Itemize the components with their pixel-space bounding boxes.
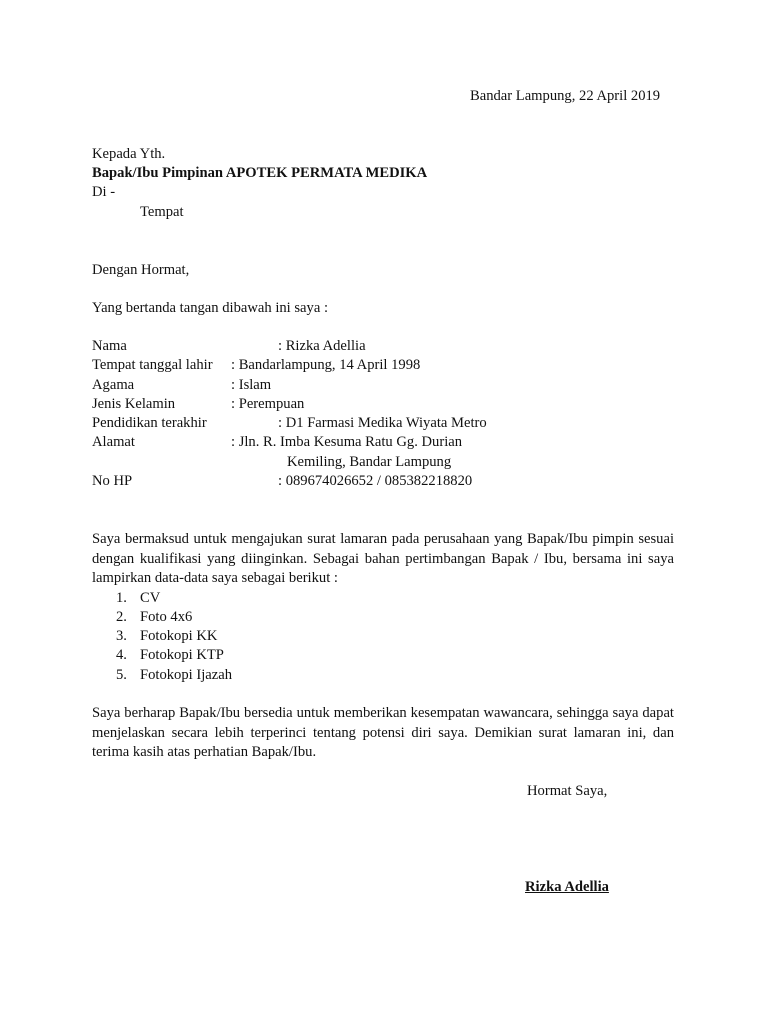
recipient-di: Di - bbox=[92, 184, 116, 200]
list-item-number: 1. bbox=[116, 590, 127, 606]
list-item: Fotokopi Ijazah bbox=[140, 667, 233, 683]
identity-religion-label: Agama bbox=[92, 377, 135, 393]
list-item: CV bbox=[140, 590, 161, 606]
recipient-greeting: Kepada Yth. bbox=[92, 146, 166, 162]
identity-gender-value: : Perempuan bbox=[231, 396, 305, 412]
signature-name: Rizka Adellia bbox=[525, 879, 609, 895]
list-item-number: 3. bbox=[116, 628, 127, 644]
recipient-place: Tempat bbox=[140, 204, 184, 220]
list-item: Fotokopi KTP bbox=[140, 647, 224, 663]
identity-name-label: Nama bbox=[92, 338, 127, 354]
identity-name-value: : Rizka Adellia bbox=[278, 338, 366, 354]
signoff: Hormat Saya, bbox=[527, 783, 608, 799]
list-item-number: 4. bbox=[116, 647, 127, 663]
identity-birth-value: : Bandarlampung, 14 April 1998 bbox=[231, 357, 421, 373]
identity-birth-label: Tempat tanggal lahir bbox=[92, 357, 213, 373]
salutation: Dengan Hormat, bbox=[92, 262, 190, 278]
list-item: Fotokopi KK bbox=[140, 628, 218, 644]
identity-address-label: Alamat bbox=[92, 434, 135, 450]
list-item-number: 2. bbox=[116, 609, 127, 625]
identity-phone-label: No HP bbox=[92, 473, 133, 489]
identity-religion-value: : Islam bbox=[231, 377, 272, 393]
identity-education-label: Pendidikan terakhir bbox=[92, 415, 207, 431]
identity-phone-value: : 089674026652 / 085382218820 bbox=[278, 473, 473, 489]
identity-gender-label: Jenis Kelamin bbox=[92, 396, 176, 412]
identity-address-value-continued: Kemiling, Bandar Lampung bbox=[287, 454, 452, 470]
date-line: Bandar Lampung, 22 April 2019 bbox=[470, 88, 661, 104]
recipient-name: Bapak/Ibu Pimpinan APOTEK PERMATA MEDIKA bbox=[92, 165, 428, 181]
list-item-number: 5. bbox=[116, 667, 127, 683]
list-item: Foto 4x6 bbox=[140, 609, 193, 625]
identity-address-value: : Jln. R. Imba Kesuma Ratu Gg. Durian bbox=[231, 434, 463, 450]
intro-text: Yang bertanda tangan dibawah ini saya : bbox=[92, 300, 329, 316]
closing-paragraph: Saya berharap Bapak/Ibu bersedia untuk memberikan kesempatan wawancara, sehingga saya dapat menjelaskan secara lebih terperinci tentang potensi diri saya. Demikian surat lamaran ini, dan terima kasih atas perhatian Bapak/Ibu. bbox=[92, 705, 674, 760]
body-paragraph: Saya bermaksud untuk mengajukan surat lamaran pada perusahaan yang Bapak/Ibu pimpin sesuai dengan kualifikasi yang diinginkan. Sebagai bahan pertimbangan Bapak / Ibu, bersama ini saya lampirkan data-data saya sebagai berikut : bbox=[92, 531, 674, 586]
identity-education-value: : D1 Farmasi Medika Wiyata Metro bbox=[278, 415, 487, 431]
